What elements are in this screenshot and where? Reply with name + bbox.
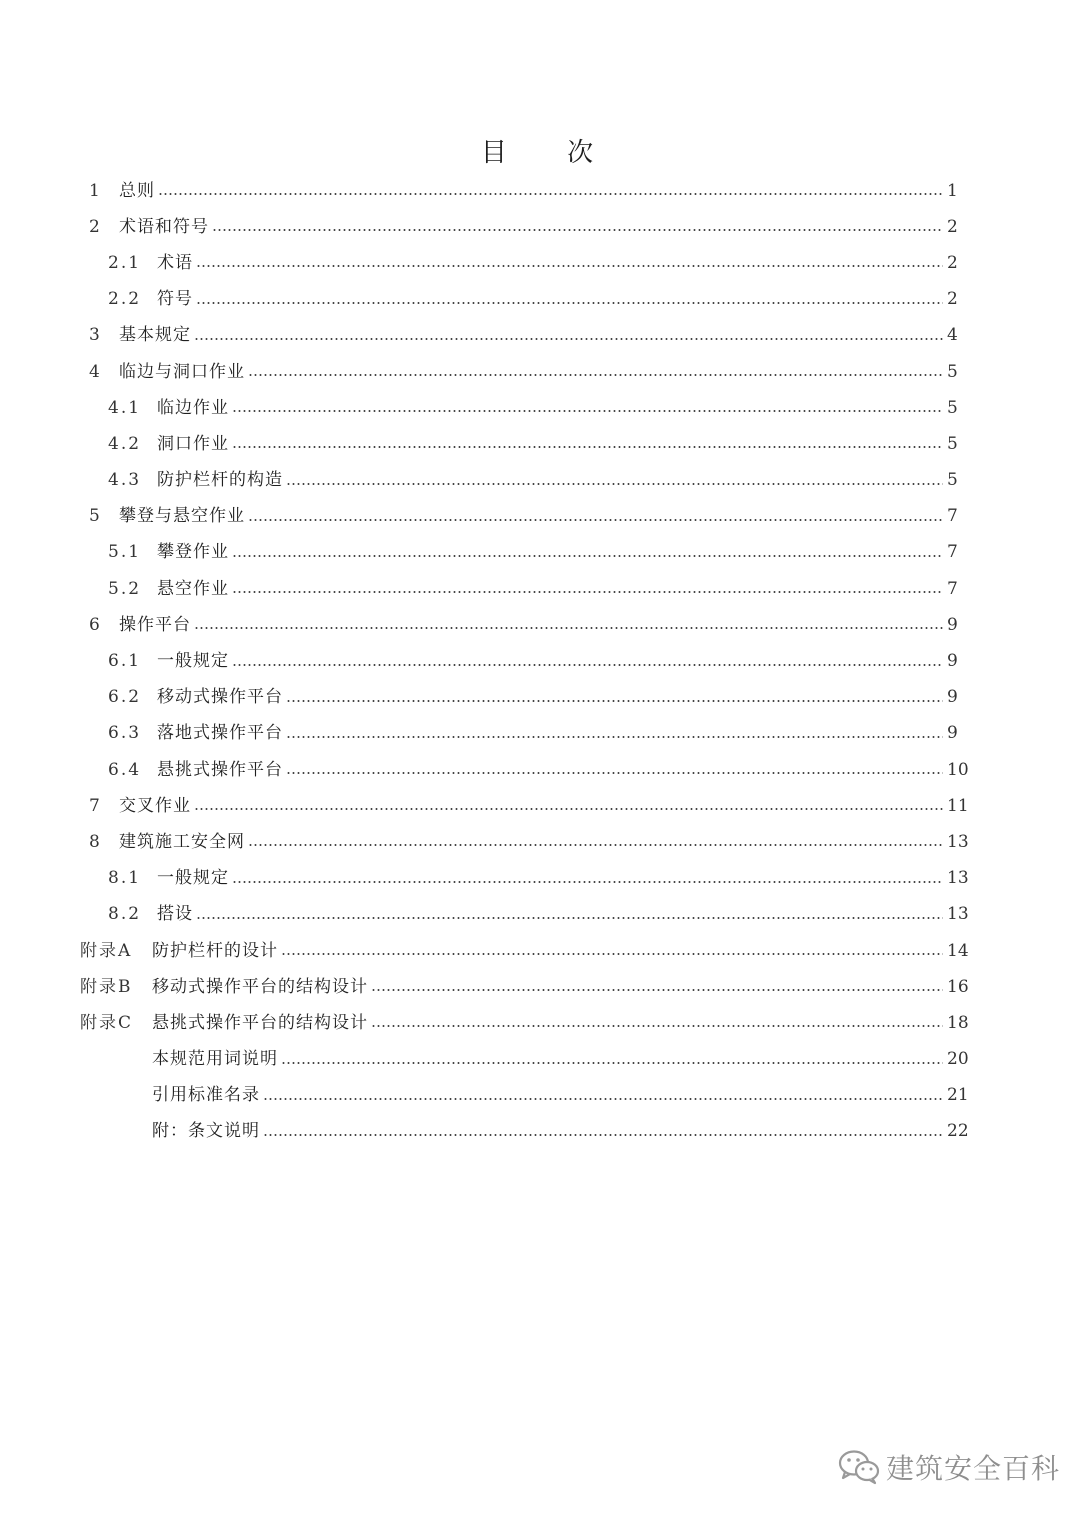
toc-entry-label: 交叉作业	[119, 795, 191, 816]
toc-entry-page-number: 7	[947, 506, 958, 527]
toc-entry	[0, 607, 1080, 643]
toc-entry-label: 悬挑式操作平台	[157, 759, 283, 780]
toc-entry	[0, 1005, 1080, 1041]
toc-entry	[0, 245, 1080, 281]
dot-leader	[212, 229, 943, 231]
toc-entry-label: 攀登与悬空作业	[119, 506, 245, 527]
dot-leader	[196, 917, 943, 919]
toc-entry-page-number: 11	[947, 795, 969, 816]
toc-entry-number: 2	[89, 216, 102, 237]
dot-leader	[286, 700, 943, 702]
toc-entry-number: 5	[89, 506, 102, 527]
dot-leader	[232, 555, 943, 557]
toc-entry-number: 8.1	[108, 868, 142, 889]
dot-leader	[371, 1025, 943, 1027]
toc-entry	[0, 897, 1080, 933]
toc-entry-label: 一般规定	[157, 651, 229, 672]
toc-entry-page-number: 9	[947, 651, 958, 672]
toc-entry-page-number: 13	[947, 831, 969, 852]
dot-leader	[194, 808, 943, 810]
toc-entry	[0, 318, 1080, 354]
dot-leader	[286, 772, 943, 774]
toc-entry-label: 防护栏杆的构造	[157, 470, 283, 491]
toc-entry	[0, 426, 1080, 462]
dot-leader	[158, 193, 943, 195]
toc-entry	[0, 499, 1080, 535]
toc-entry-page-number: 7	[947, 542, 958, 563]
toc-entry	[0, 1042, 1080, 1078]
toc-entry-page-number: 2	[947, 252, 958, 273]
toc-entry-number: 8.2	[108, 904, 142, 925]
toc-entry-number: 4.2	[108, 433, 142, 454]
dot-leader	[196, 265, 943, 267]
toc-entry-number: 4.1	[108, 397, 142, 418]
dot-leader	[248, 374, 943, 376]
toc-entry-label: 移动式操作平台的结构设计	[152, 976, 368, 997]
toc-entry-label: 基本规定	[119, 325, 191, 346]
toc-entry-page-number: 9	[947, 687, 958, 708]
toc-entry-number: 4	[89, 361, 102, 382]
toc-entry-number: 6.1	[108, 651, 142, 672]
toc-entry	[0, 535, 1080, 571]
toc-entry-page-number: 2	[947, 289, 958, 310]
toc-entry	[0, 643, 1080, 679]
toc-entry	[0, 571, 1080, 607]
dot-leader	[263, 1098, 943, 1100]
toc-entry-page-number: 20	[947, 1049, 969, 1070]
toc-entry-number: 附录A	[80, 940, 133, 961]
toc-entry-number: 6	[89, 614, 102, 635]
toc-entry-label: 攀登作业	[157, 542, 229, 563]
toc-entry-number: 4.3	[108, 470, 142, 491]
toc-entry	[0, 933, 1080, 969]
toc-entry-page-number: 13	[947, 904, 969, 925]
toc-entry-number: 2.2	[108, 289, 142, 310]
toc-entry-number: 5.1	[108, 542, 142, 563]
toc-entry-label: 临边与洞口作业	[119, 361, 245, 382]
watermark	[838, 1447, 1060, 1487]
dot-leader	[232, 881, 943, 883]
wechat-icon	[838, 1449, 880, 1485]
toc-entry	[0, 1114, 1080, 1150]
dot-leader	[232, 591, 943, 593]
toc-entry	[0, 788, 1080, 824]
toc-entry-number: 6.3	[108, 723, 142, 744]
toc-entry	[0, 282, 1080, 318]
toc-entry-label: 搭设	[157, 904, 193, 925]
toc-entry	[0, 716, 1080, 752]
toc-entry-page-number: 5	[947, 397, 958, 418]
toc-entry	[0, 824, 1080, 860]
toc-entry-label: 操作平台	[119, 614, 191, 635]
dot-leader	[232, 664, 943, 666]
toc-entry-number: 附录B	[80, 976, 133, 997]
dot-leader	[232, 446, 943, 448]
toc-entry-label: 符号	[157, 289, 193, 310]
toc-entry-label: 附：条文说明	[152, 1121, 260, 1142]
toc-entry	[0, 354, 1080, 390]
table-of-contents	[0, 173, 1080, 1150]
toc-entry-page-number: 14	[947, 940, 969, 961]
toc-entry-page-number: 2	[947, 216, 958, 237]
toc-entry-number: 8	[89, 831, 102, 852]
toc-entry	[0, 752, 1080, 788]
toc-entry	[0, 209, 1080, 245]
toc-entry-label: 术语	[157, 252, 193, 273]
dot-leader	[281, 1062, 943, 1064]
toc-entry-label: 悬挑式操作平台的结构设计	[152, 1012, 368, 1033]
toc-entry-page-number: 10	[947, 759, 969, 780]
toc-entry	[0, 463, 1080, 499]
dot-leader	[232, 410, 943, 412]
toc-entry-page-number: 5	[947, 433, 958, 454]
toc-entry-page-number: 21	[947, 1085, 969, 1106]
dot-leader	[281, 953, 943, 955]
toc-entry-label: 落地式操作平台	[157, 723, 283, 744]
dot-leader	[194, 338, 943, 340]
toc-entry-label: 术语和符号	[119, 216, 209, 237]
toc-entry-page-number: 9	[947, 614, 958, 635]
toc-entry	[0, 680, 1080, 716]
toc-entry-page-number: 22	[947, 1121, 969, 1142]
dot-leader	[248, 519, 943, 521]
toc-entry-number: 6.4	[108, 759, 142, 780]
toc-entry-number: 3	[89, 325, 102, 346]
toc-entry-label: 引用标准名录	[152, 1085, 260, 1106]
toc-entry-label: 一般规定	[157, 868, 229, 889]
toc-entry-page-number: 5	[947, 470, 958, 491]
toc-entry-page-number: 13	[947, 868, 969, 889]
toc-entry	[0, 969, 1080, 1005]
toc-entry-number: 附录C	[80, 1012, 134, 1033]
dot-leader	[286, 483, 943, 485]
toc-entry-label: 临边作业	[157, 397, 229, 418]
toc-entry	[0, 861, 1080, 897]
dot-leader	[263, 1134, 943, 1136]
toc-entry-label: 悬空作业	[157, 578, 229, 599]
toc-entry	[0, 173, 1080, 209]
dot-leader	[194, 627, 943, 629]
dot-leader	[286, 736, 943, 738]
toc-entry-page-number: 4	[947, 325, 958, 346]
dot-leader	[196, 302, 943, 304]
toc-entry-label: 建筑施工安全网	[119, 831, 245, 852]
page-title: 目 次	[480, 138, 620, 168]
toc-entry-page-number: 7	[947, 578, 958, 599]
dot-leader	[371, 989, 943, 991]
toc-entry-number: 7	[89, 795, 102, 816]
toc-entry-page-number: 5	[947, 361, 958, 382]
toc-entry-number: 2.1	[108, 252, 142, 273]
toc-entry-label: 洞口作业	[157, 433, 229, 454]
toc-entry-label: 移动式操作平台	[157, 687, 283, 708]
watermark-text: 建筑安全百科	[886, 1452, 1061, 1485]
toc-entry	[0, 1078, 1080, 1114]
toc-entry-label: 本规范用词说明	[152, 1049, 278, 1070]
toc-entry-page-number: 18	[947, 1012, 969, 1033]
toc-entry-page-number: 16	[947, 976, 969, 997]
toc-entry-number: 1	[89, 180, 102, 201]
toc-entry	[0, 390, 1080, 426]
dot-leader	[248, 844, 943, 846]
toc-entry-number: 5.2	[108, 578, 142, 599]
toc-entry-number: 6.2	[108, 687, 142, 708]
toc-entry-page-number: 9	[947, 723, 958, 744]
toc-entry-label: 总则	[119, 180, 155, 201]
toc-entry-page-number: 1	[947, 180, 958, 201]
toc-entry-label: 防护栏杆的设计	[152, 940, 278, 961]
